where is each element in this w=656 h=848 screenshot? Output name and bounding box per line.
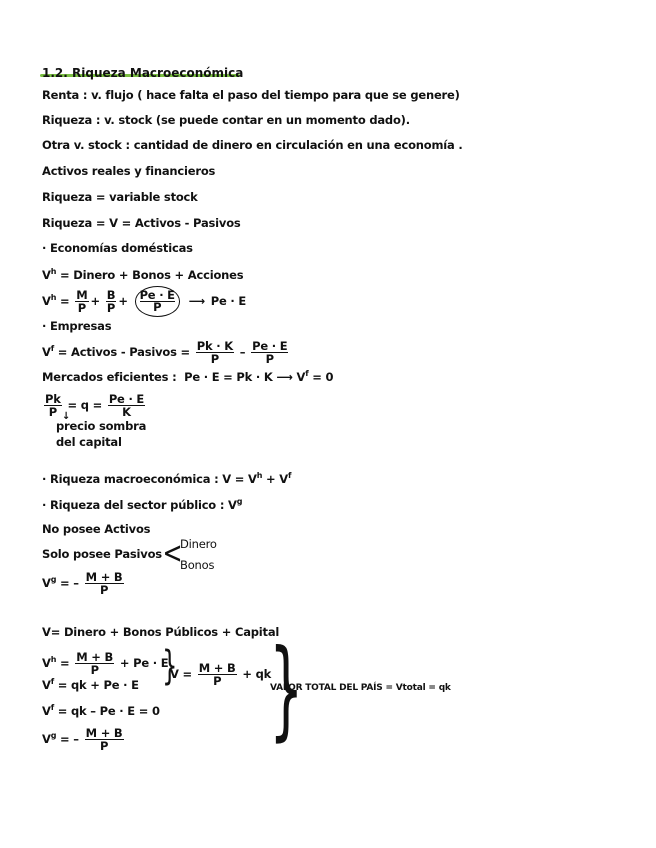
mercados-line: Mercados eficientes : Pe · E = Pk · K ⟶ $V^f = 0$ — [42, 369, 334, 384]
solo-posee-line: Solo posee Pasivos — [42, 547, 162, 561]
riqueza-macro-line: · Riqueza macroeconómica : $V = V^h + V^f$ — [42, 471, 292, 486]
riqueza-variable-line: Riqueza = variable stock — [42, 190, 198, 204]
bonos-label: Bonos — [180, 558, 215, 572]
v-sum-eq: V = $\frac{M + B}{P}$ + qk — [170, 661, 272, 689]
vf-eq: $V^f$ = qk + Pe · E — [42, 677, 139, 692]
activos-line: Activos reales y financieros — [42, 164, 216, 178]
riqueza-macro-text: · Riqueza macroeconómica : — [42, 472, 219, 486]
vf-formula: $V^f$ = Activos - Pasivos = $\frac{Pk \cdot K}{P}$ – $\frac{Pe \cdot E}{P}$ — [42, 339, 288, 367]
small-brace: } — [162, 643, 178, 689]
mercados-text: Mercados eficientes : — [42, 370, 177, 384]
riqueza-publico-text: · Riqueza del sector público : — [42, 498, 225, 512]
q-formula: $\frac{Pk}{P}$ = q = $\frac{Pe \cdot E}{K}$ — [45, 392, 145, 420]
vh-formula: $V^h$ = $\frac{M}{P}$ + $\frac{B}{P}$ + $\frac{Pe \cdot E}{P}$ ⟶ Pe · E — [42, 287, 247, 315]
otra-stock-line: Otra v. stock : cantidad de dinero en circulación en una economía . — [42, 138, 463, 152]
circled-term: $\frac{Pe \cdot E}{P}$ — [135, 286, 180, 317]
vh-text: Dinero + Bonos + Acciones — [73, 268, 244, 282]
big-brace: } — [269, 627, 304, 752]
vg-eq: $V^g$ = – $\frac{M + B}{P}$ — [42, 726, 123, 754]
riqueza-publico-line: · Riqueza del sector público : $V^g$ — [42, 497, 243, 512]
vf-text: Activos - Pasivos — [71, 345, 177, 360]
precio-sombra-line: precio sombra — [56, 419, 147, 433]
dinero-label: Dinero — [180, 537, 217, 551]
vh-eq: $V^h$ = $\frac{M + B}{P}$ + Pe · E — [42, 650, 169, 678]
vf-zero-eq: $V^f$ = qk – Pe · E = 0 — [42, 703, 160, 718]
valor-total-line: VALOR TOTAL DEL PAÍS = Vtotal = qk — [270, 683, 451, 693]
capital-line: del capital — [56, 435, 122, 449]
angle-bracket: < — [162, 536, 183, 571]
riqueza-stock-line: Riqueza : v. stock (se puede contar en un momento dado). — [42, 113, 410, 127]
down-arrow: ↓ — [62, 411, 71, 422]
empresas-line: · Empresas — [42, 319, 112, 333]
renta-line: Renta : v. flujo ( hace falta el paso del tiempo para que se genere) — [42, 88, 460, 102]
riqueza-equation-line: Riqueza = V = Activos - Pasivos — [42, 216, 241, 230]
vg-formula: $V^g$ = – $\frac{M + B}{P}$ — [42, 570, 123, 598]
vh-definition: $V^h$ = Dinero + Bonos + Acciones — [42, 267, 244, 282]
page-title: 1.2. Riqueza Macroeconómica — [42, 66, 244, 80]
v-total-line: V= Dinero + Bonos Públicos + Capital — [42, 625, 280, 639]
section-heading — [42, 62, 243, 81]
economias-domesticas-line: · Economías domésticas — [42, 241, 193, 255]
no-posee-line: No posee Activos — [42, 522, 151, 536]
